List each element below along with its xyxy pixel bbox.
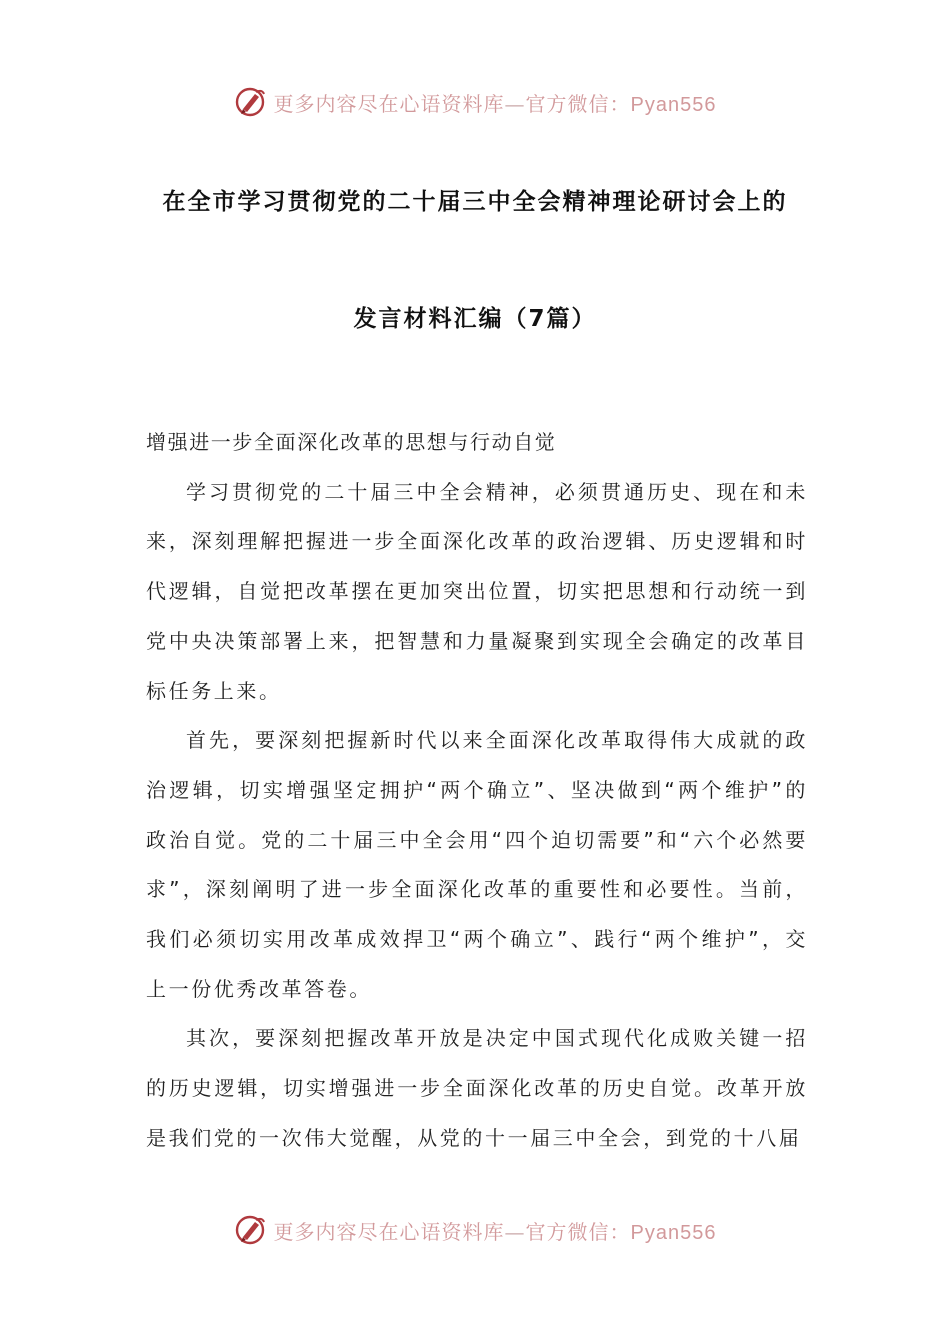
watermark-library-text: 更多内容尽在心语资料库	[273, 1219, 505, 1244]
watermark-separator: —	[504, 1219, 526, 1244]
body-paragraph: 其次，要深刻把握改革开放是决定中国式现代化成败关键一招的历史逻辑，切实增强进一步全面深化改革的历史自觉。改革开放是我们党的一次伟大觉醒，从党的十一届三中全会，到党的十八届	[146, 1026, 808, 1150]
document-title-line-2: 发言材料汇编（7篇）	[353, 306, 597, 332]
watermark-library-text: 更多内容尽在心语资料库	[273, 91, 505, 116]
watermark-wechat-label: 官方微信：	[525, 91, 631, 116]
watermark-wechat-id: Pyan556	[630, 1221, 717, 1244]
body-paragraph: 学习贯彻党的二十届三中全会精神，必须贯通历史、现在和未来，深刻理解把握进一步全面深化改革的政治逻辑、历史逻辑和时代逻辑，自觉把改革摆在更加突出位置，切实把思想和行动统一到党中央决策部署上来，把智慧和力量凝聚到实现全会确定的改革目标任务上来。	[146, 479, 808, 703]
watermark-separator: —	[504, 91, 526, 116]
watermark-text	[274, 88, 717, 117]
body-paragraph: 首先，要深刻把握新时代以来全面深化改革取得伟大成就的政治逻辑，切实增强坚定拥护“两个确立”、坚决做到“两个维护”的政治自觉。党的二十届三中全会用“四个迫切需要”和“六个必然要求”，深刻阐明了进一步全面深化改革的重要性和必要性。当前，我们必须切实用改革成效捍卫“两个确立”、践行“两个维护”，交上一份优秀改革答卷。	[146, 728, 808, 1001]
watermark-text	[274, 1216, 717, 1245]
document-title-line-1: 在全市学习贯彻党的二十届三中全会精神理论研讨会上的	[162, 189, 788, 215]
header-watermark	[0, 82, 950, 122]
section-heading: 增强进一步全面深化改革的思想与行动自觉	[146, 430, 557, 454]
pen-seal-icon	[234, 85, 268, 119]
document-body	[146, 418, 808, 1164]
pen-seal-icon	[234, 1213, 268, 1247]
footer-watermark	[0, 1210, 950, 1250]
watermark-wechat-id: Pyan556	[630, 93, 717, 116]
watermark-wechat-label: 官方微信：	[525, 1219, 631, 1244]
